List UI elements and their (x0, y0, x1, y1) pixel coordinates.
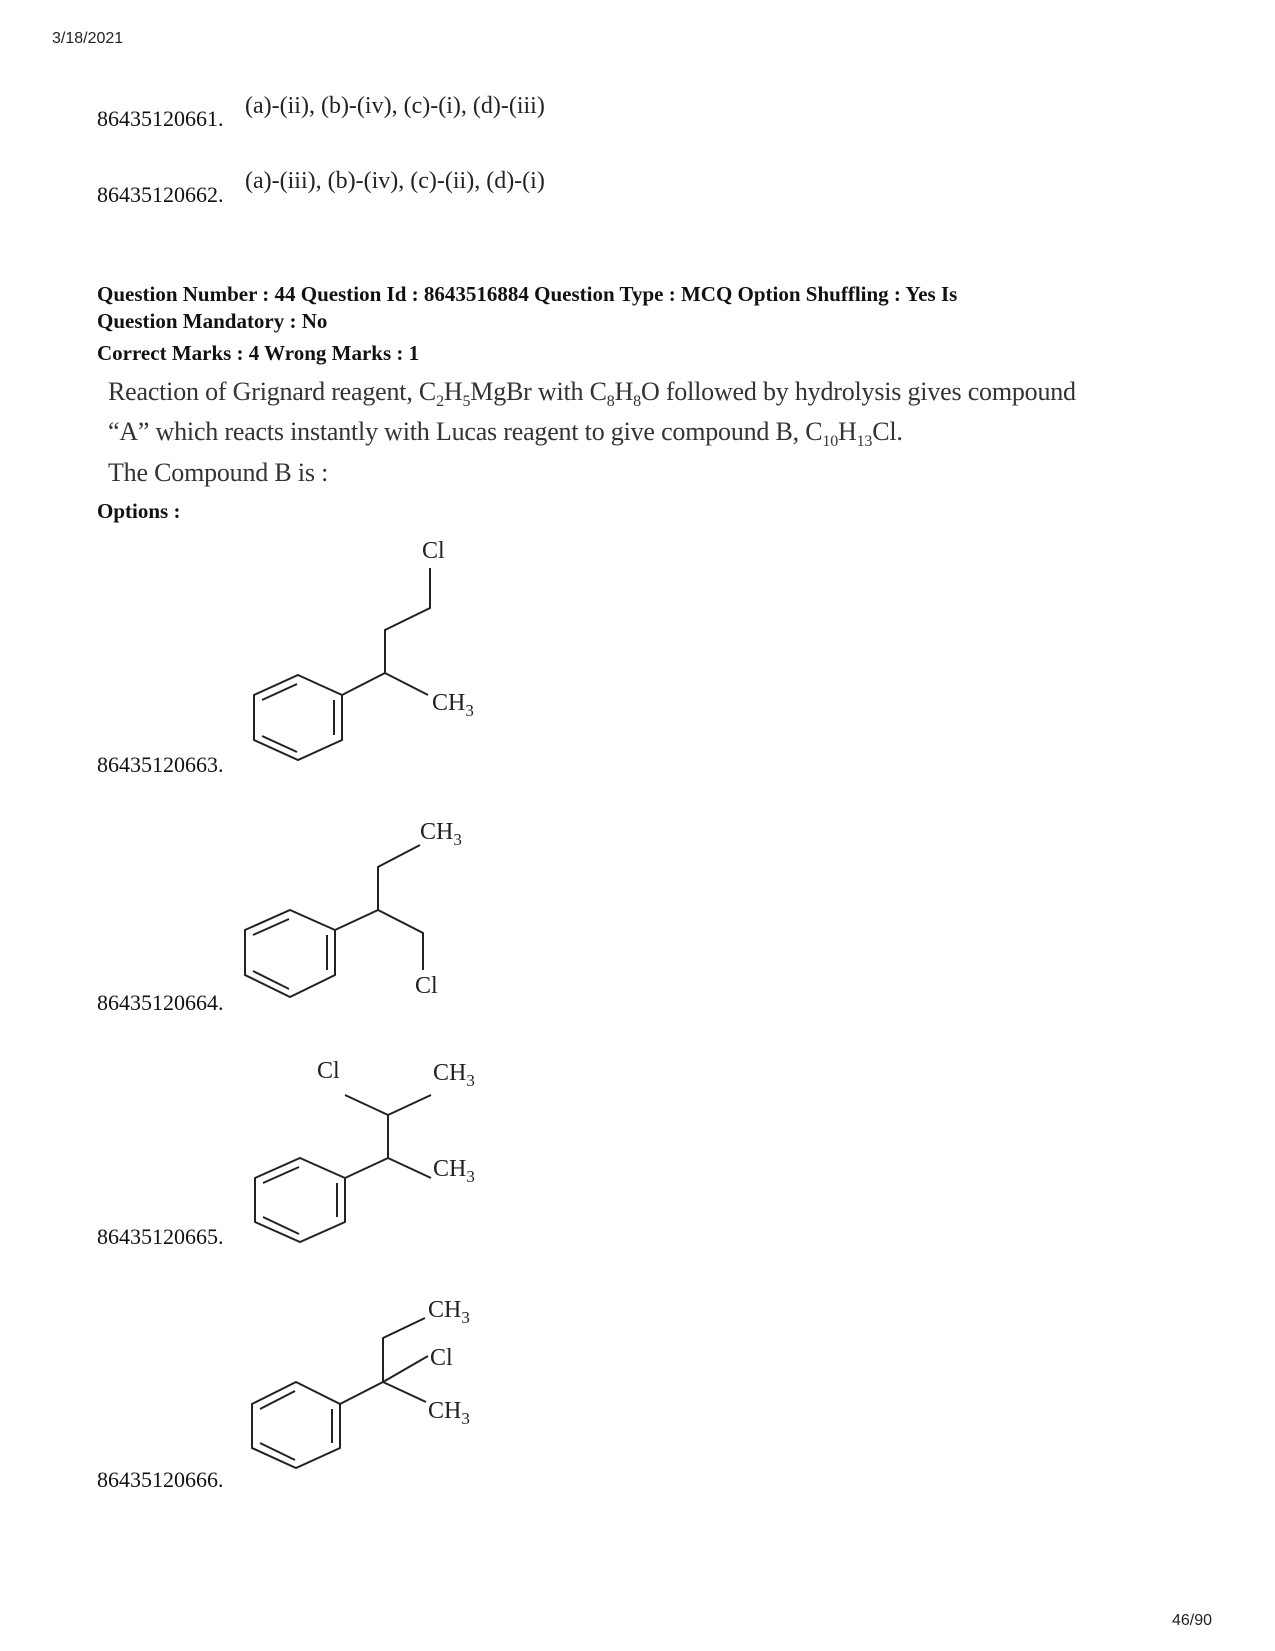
ring-to-quaternary-bond (340, 1382, 383, 1404)
ethyl-chain (383, 1318, 425, 1382)
question-marks: Correct Marks : 4 Wrong Marks : 1 (97, 341, 420, 365)
ch3-label-upper: $CH_3$ (428, 1297, 470, 1327)
option-id-4: 86435120664. (97, 990, 224, 1015)
benzene-ring (254, 675, 342, 760)
cl-label: Cl (415, 973, 438, 999)
benzene-ring (245, 910, 335, 997)
ch3-label-lower: $CH_3$ (433, 1156, 475, 1186)
cl-label: Cl (430, 1345, 453, 1371)
cl-label: Cl (317, 1058, 340, 1084)
upper-methyl-bond (388, 1095, 431, 1115)
option-id-3: 86435120663. (97, 752, 224, 777)
structure-option-6 (240, 1290, 520, 1490)
ethyl-chain (335, 845, 420, 930)
ring-double-bond (262, 684, 297, 700)
ch3-label: $CH_3$ (432, 690, 474, 720)
ring-double-bond (260, 1391, 295, 1409)
ch3-label-upper: $CH_3$ (433, 1060, 475, 1090)
chloromethyl-chain (378, 910, 423, 970)
options-label: Options : (97, 499, 181, 523)
question-text (108, 372, 1188, 452)
question-text-line-1: Reaction of Grignard reagent, $C_2H_5MgBr$ with $C_8H_8O$ followed by hydrolysis gives compound (108, 377, 1076, 410)
cl-bond (383, 1356, 428, 1382)
ring-double-bond (253, 919, 289, 935)
option-text-2: (a)-(iii), (b)-(iv), (c)-(ii), (d)-(i) (245, 168, 545, 194)
structure-option-5 (245, 1050, 525, 1250)
benzene-ring (255, 1158, 345, 1242)
carbon-chain (342, 568, 430, 695)
chain-to-cl (345, 1095, 388, 1178)
question-meta-line-1: Question Number : 44 Question Id : 8643516884 Question Type : MCQ Option Shuffling : Yes Is (97, 282, 958, 306)
structure-option-4 (235, 815, 515, 1015)
page-number: 46/90 (1172, 1612, 1213, 1629)
option-id-6: 86435120666. (97, 1467, 224, 1492)
option-text-1: (a)-(ii), (b)-(iv), (c)-(i), (d)-(iii) (245, 93, 545, 119)
question-meta-line-2: Question Mandatory : No (97, 309, 328, 333)
structure-option-3 (240, 530, 520, 770)
lower-methyl-bond (388, 1158, 431, 1178)
question-text-line-2: “A” which reacts instantly with Lucas reagent to give compound B, $C_{10}H_{13}Cl$. (108, 417, 903, 450)
question-meta (97, 281, 1197, 335)
ring-double-bond (262, 736, 297, 752)
print-date: 3/18/2021 (52, 30, 124, 47)
cl-label: Cl (422, 538, 445, 564)
ring-double-bond (253, 971, 289, 989)
option-id-5: 86435120665. (97, 1224, 224, 1249)
option-id-2: 86435120662. (97, 182, 224, 207)
methyl-bond (383, 1382, 426, 1402)
ch3-label: $CH_3$ (420, 819, 462, 849)
ring-double-bond (263, 1167, 299, 1183)
methyl-bond (385, 673, 428, 695)
option-id-1: 86435120661. (97, 106, 224, 131)
ring-double-bond (260, 1443, 295, 1460)
question-prompt: The Compound B is : (108, 458, 329, 487)
ch3-label-lower: $CH_3$ (428, 1398, 470, 1428)
ring-double-bond (263, 1217, 299, 1234)
benzene-ring (252, 1382, 340, 1468)
